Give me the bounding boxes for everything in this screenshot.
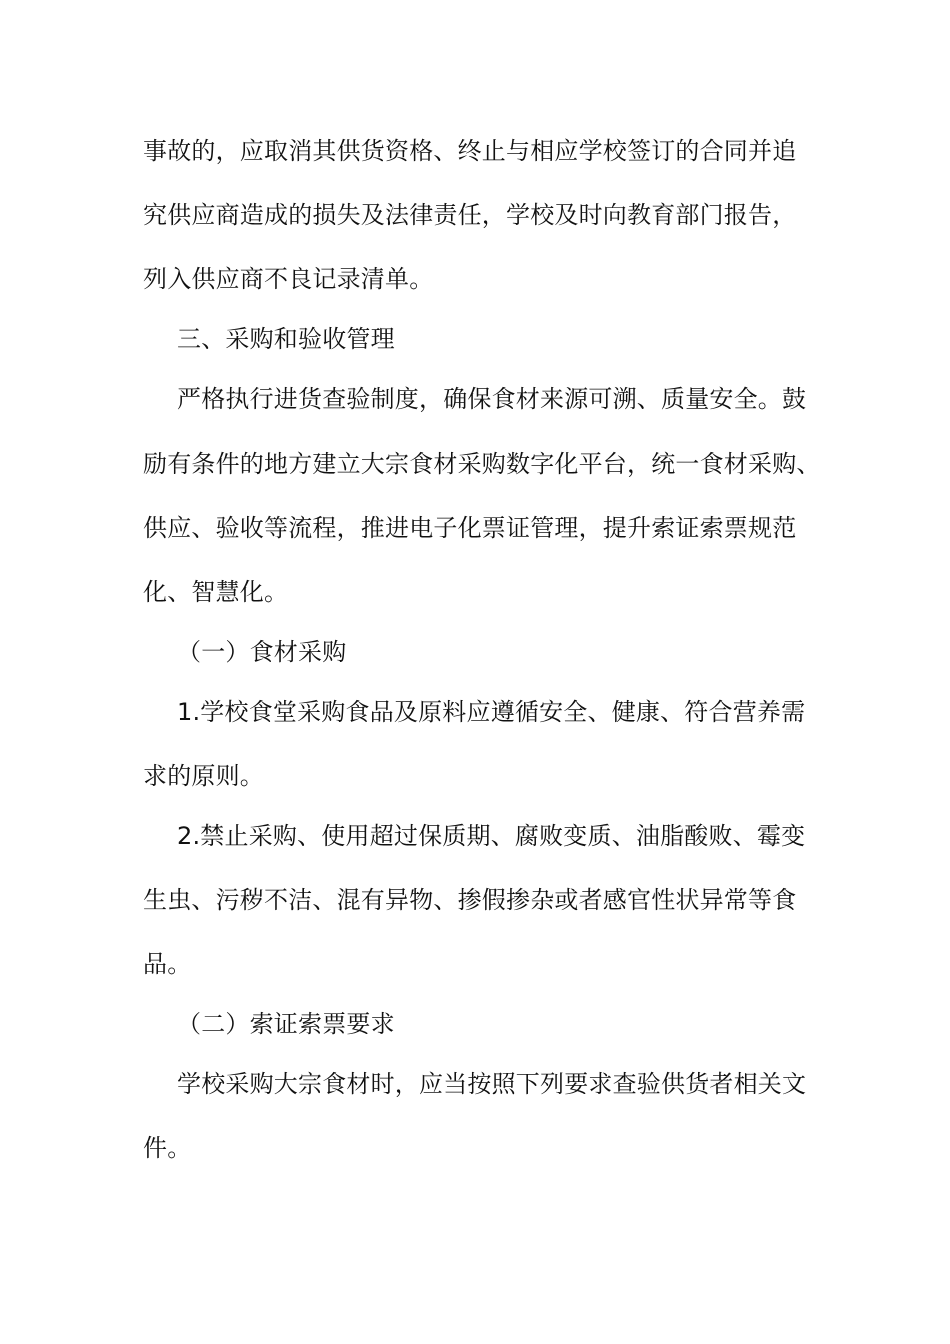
body-text-line: 品。: [143, 950, 192, 978]
body-text-line: 列入供应商不良记录清单。: [143, 265, 434, 293]
body-text-line: 求的原则。: [143, 762, 264, 790]
body-text-line: 学校采购大宗食材时，应当按照下列要求查验供货者相关文: [177, 1070, 807, 1098]
body-text-line: 生虫、污秽不洁、混有异物、掺假掺杂或者感官性状异常等食: [143, 886, 797, 914]
body-text-line: 2.禁止采购、使用超过保质期、腐败变质、油脂酸败、霉变: [177, 822, 806, 850]
body-text-line: 1.学校食堂采购食品及原料应遵循安全、健康、符合营养需: [177, 698, 806, 726]
body-text-line: 严格执行进货查验制度，确保食材来源可溯、质量安全。鼓: [177, 385, 807, 413]
body-text-line: 件。: [143, 1134, 192, 1162]
subsection-heading: （一）食材采购: [177, 638, 347, 666]
subsection-heading: （二）索证索票要求: [177, 1010, 395, 1038]
body-text-line: 励有条件的地方建立大宗食材采购数字化平台，统一食材采购、: [143, 450, 821, 478]
body-text-line: 事故的，应取消其供货资格、终止与相应学校签订的合同并追: [143, 137, 797, 165]
body-text-line: 化、智慧化。: [143, 578, 289, 606]
body-text-line: 供应、验收等流程，推进电子化票证管理，提升索证索票规范: [143, 514, 797, 542]
body-text-line: 究供应商造成的损失及法律责任，学校及时向教育部门报告，: [143, 201, 797, 229]
section-heading: 三、采购和验收管理: [177, 325, 395, 353]
